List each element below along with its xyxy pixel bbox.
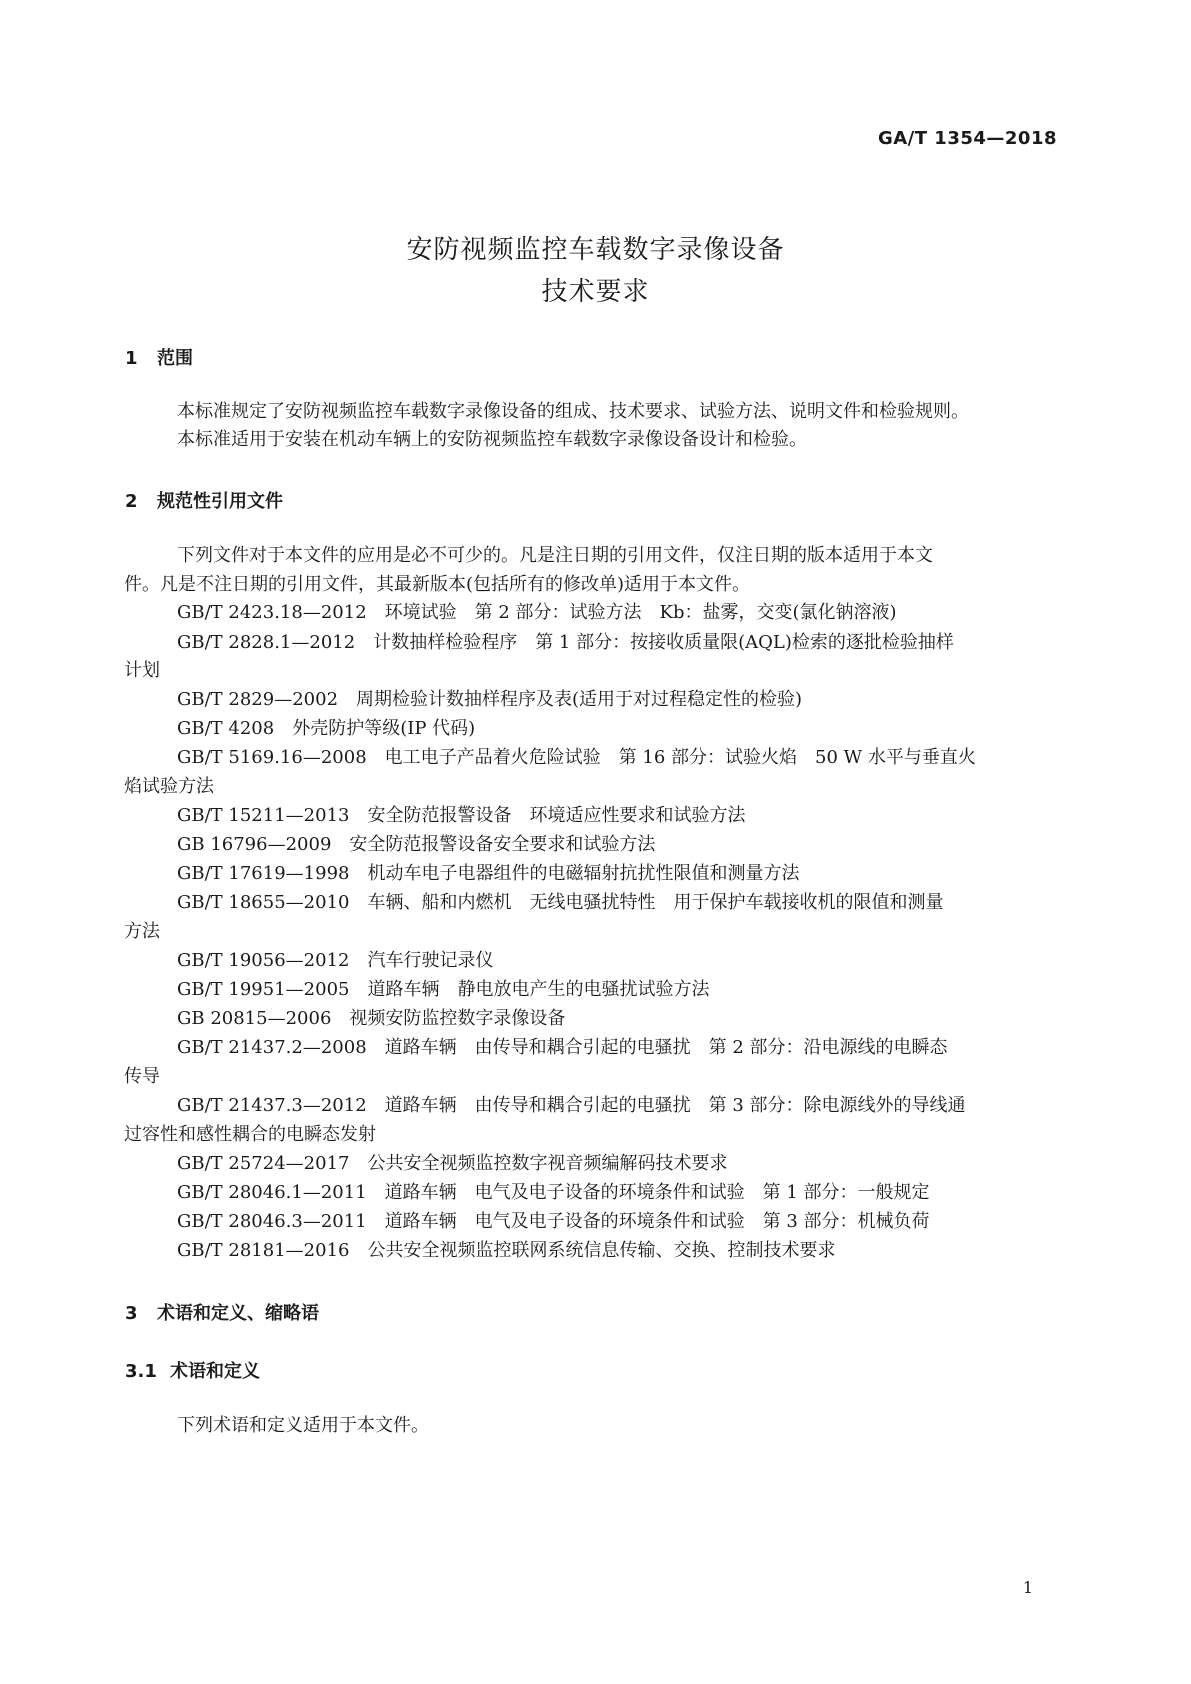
reference-title: 车辆、船和内燃机 无线电骚扰特性 用于保护车载接收机的限值和测量 [367,892,944,913]
reference-item [177,893,943,913]
reference-item [177,1009,565,1029]
reference-continuation: 焰试验方法 [124,776,214,797]
reference-code: GB 16796—2009 [177,834,332,855]
reference-title: 安全防范报警设备安全要求和试验方法 [349,834,656,855]
reference-code: GB/T 4208 [177,718,275,739]
reference-code: GB/T 19056—2012 [177,950,350,971]
reference-item [177,864,799,884]
reference-code: GB/T 25724—2017 [177,1153,350,1174]
reference-code: GB/T 5169.16—2008 [177,747,367,768]
reference-item [177,951,493,971]
section-3-heading [125,1299,319,1325]
section-title: 范围 [157,348,193,369]
reference-item [177,980,709,1000]
section-2-heading [125,487,283,513]
reference-item [177,1096,966,1116]
reference-title: 环境试验 第 2 部分：试验方法 Kb：盐雾，交变(氯化钠溶液) [384,602,897,623]
reference-code: GB/T 15211—2013 [177,805,350,826]
section-1-heading [125,344,193,370]
reference-title: 道路车辆 静电放电产生的电骚扰试验方法 [367,979,710,1000]
subsection-3-1-heading [125,1357,260,1383]
subsection-number: 3.1 [125,1361,157,1382]
reference-code: GB/T 2829—2002 [177,689,339,710]
reference-code: GB/T 21437.2—2008 [177,1037,367,1058]
reference-title: 安全防范报警设备 环境适应性要求和试验方法 [367,805,746,826]
reference-item [177,835,655,855]
reference-title: 道路车辆 电气及电子设备的环境条件和试验 第 3 部分：机械负荷 [384,1211,930,1232]
section-number: 1 [125,348,138,369]
subsection-title: 术语和定义 [170,1361,260,1382]
section-number: 3 [125,1303,138,1324]
reference-item [177,806,745,826]
reference-title: 道路车辆 由传导和耦合引起的电骚扰 第 2 部分：沿电源线的电瞬态 [384,1037,948,1058]
reference-continuation: 方法 [124,921,160,942]
paragraph: 件。凡是不注日期的引用文件，其最新版本(包括所有的修改单)适用于本文件。 [124,574,751,595]
standard-code: GA/T 1354—2018 [877,128,1057,149]
reference-item [177,603,897,623]
reference-title: 视频安防监控数字录像设备 [349,1008,566,1029]
reference-code: GB/T 18655—2010 [177,892,350,913]
section-title: 规范性引用文件 [157,491,283,512]
reference-code: GB/T 2828.1—2012 [177,632,356,653]
reference-item [177,1241,835,1261]
reference-item [177,1154,727,1174]
reference-item [177,690,802,710]
paragraph: 下列文件对于本文件的应用是必不可少的。凡是注日期的引用文件，仅注日期的版本适用于本文 [177,545,933,566]
reference-code: GB/T 19951—2005 [177,979,350,1000]
reference-title: 道路车辆 由传导和耦合引起的电骚扰 第 3 部分：除电源线外的导线通 [384,1095,966,1116]
reference-code: GB/T 17619—1998 [177,863,350,884]
reference-code: GB/T 21437.3—2012 [177,1095,367,1116]
reference-item [177,748,976,768]
reference-title: 汽车行驶记录仪 [367,950,494,971]
reference-item [177,719,475,739]
reference-item [177,1212,930,1232]
reference-code: GB/T 28046.3—2011 [177,1211,367,1232]
reference-code: GB/T 2423.18—2012 [177,602,367,623]
reference-title: 道路车辆 电气及电子设备的环境条件和试验 第 1 部分：一般规定 [384,1182,930,1203]
reference-code: GB/T 28046.1—2011 [177,1182,367,1203]
paragraph: 本标准适用于安装在机动车辆上的安防视频监控车载数字录像设备设计和检验。 [177,429,807,450]
section-title: 术语和定义、缩略语 [157,1303,319,1324]
reference-title: 机动车电子电器组件的电磁辐射抗扰性限值和测量方法 [367,863,800,884]
reference-continuation: 过容性和感性耦合的电瞬态发射 [124,1124,376,1145]
reference-item [177,633,954,653]
reference-title: 外壳防护等级(IP 代码) [292,718,476,739]
reference-item [177,1183,930,1203]
paragraph: 下列术语和定义适用于本文件。 [177,1415,429,1436]
reference-title: 公共安全视频监控联网系统信息传输、交换、控制技术要求 [367,1240,836,1261]
page-number: 1 [1022,1578,1033,1597]
reference-title: 电工电子产品着火危险试验 第 16 部分：试验火焰 50 W 水平与垂直火 [384,747,976,768]
section-number: 2 [125,491,138,512]
reference-title: 周期检验计数抽样程序及表(适用于对过程稳定性的检验) [356,689,803,710]
document-subtitle: 技术要求 [541,277,650,307]
paragraph: 本标准规定了安防视频监控车载数字录像设备的组成、技术要求、试验方法、说明文件和检验规则。 [177,401,969,422]
reference-code: GB/T 28181—2016 [177,1240,350,1261]
reference-code: GB 20815—2006 [177,1008,332,1029]
reference-item [177,1038,948,1058]
reference-title: 公共安全视频监控数字视音频编解码技术要求 [367,1153,728,1174]
reference-continuation: 计划 [124,660,160,681]
reference-title: 计数抽样检验程序 第 1 部分：按接收质量限(AQL)检索的逐批检验抽样 [373,632,954,653]
reference-continuation: 传导 [124,1066,160,1087]
document-title: 安防视频监控车载数字录像设备 [406,235,785,265]
